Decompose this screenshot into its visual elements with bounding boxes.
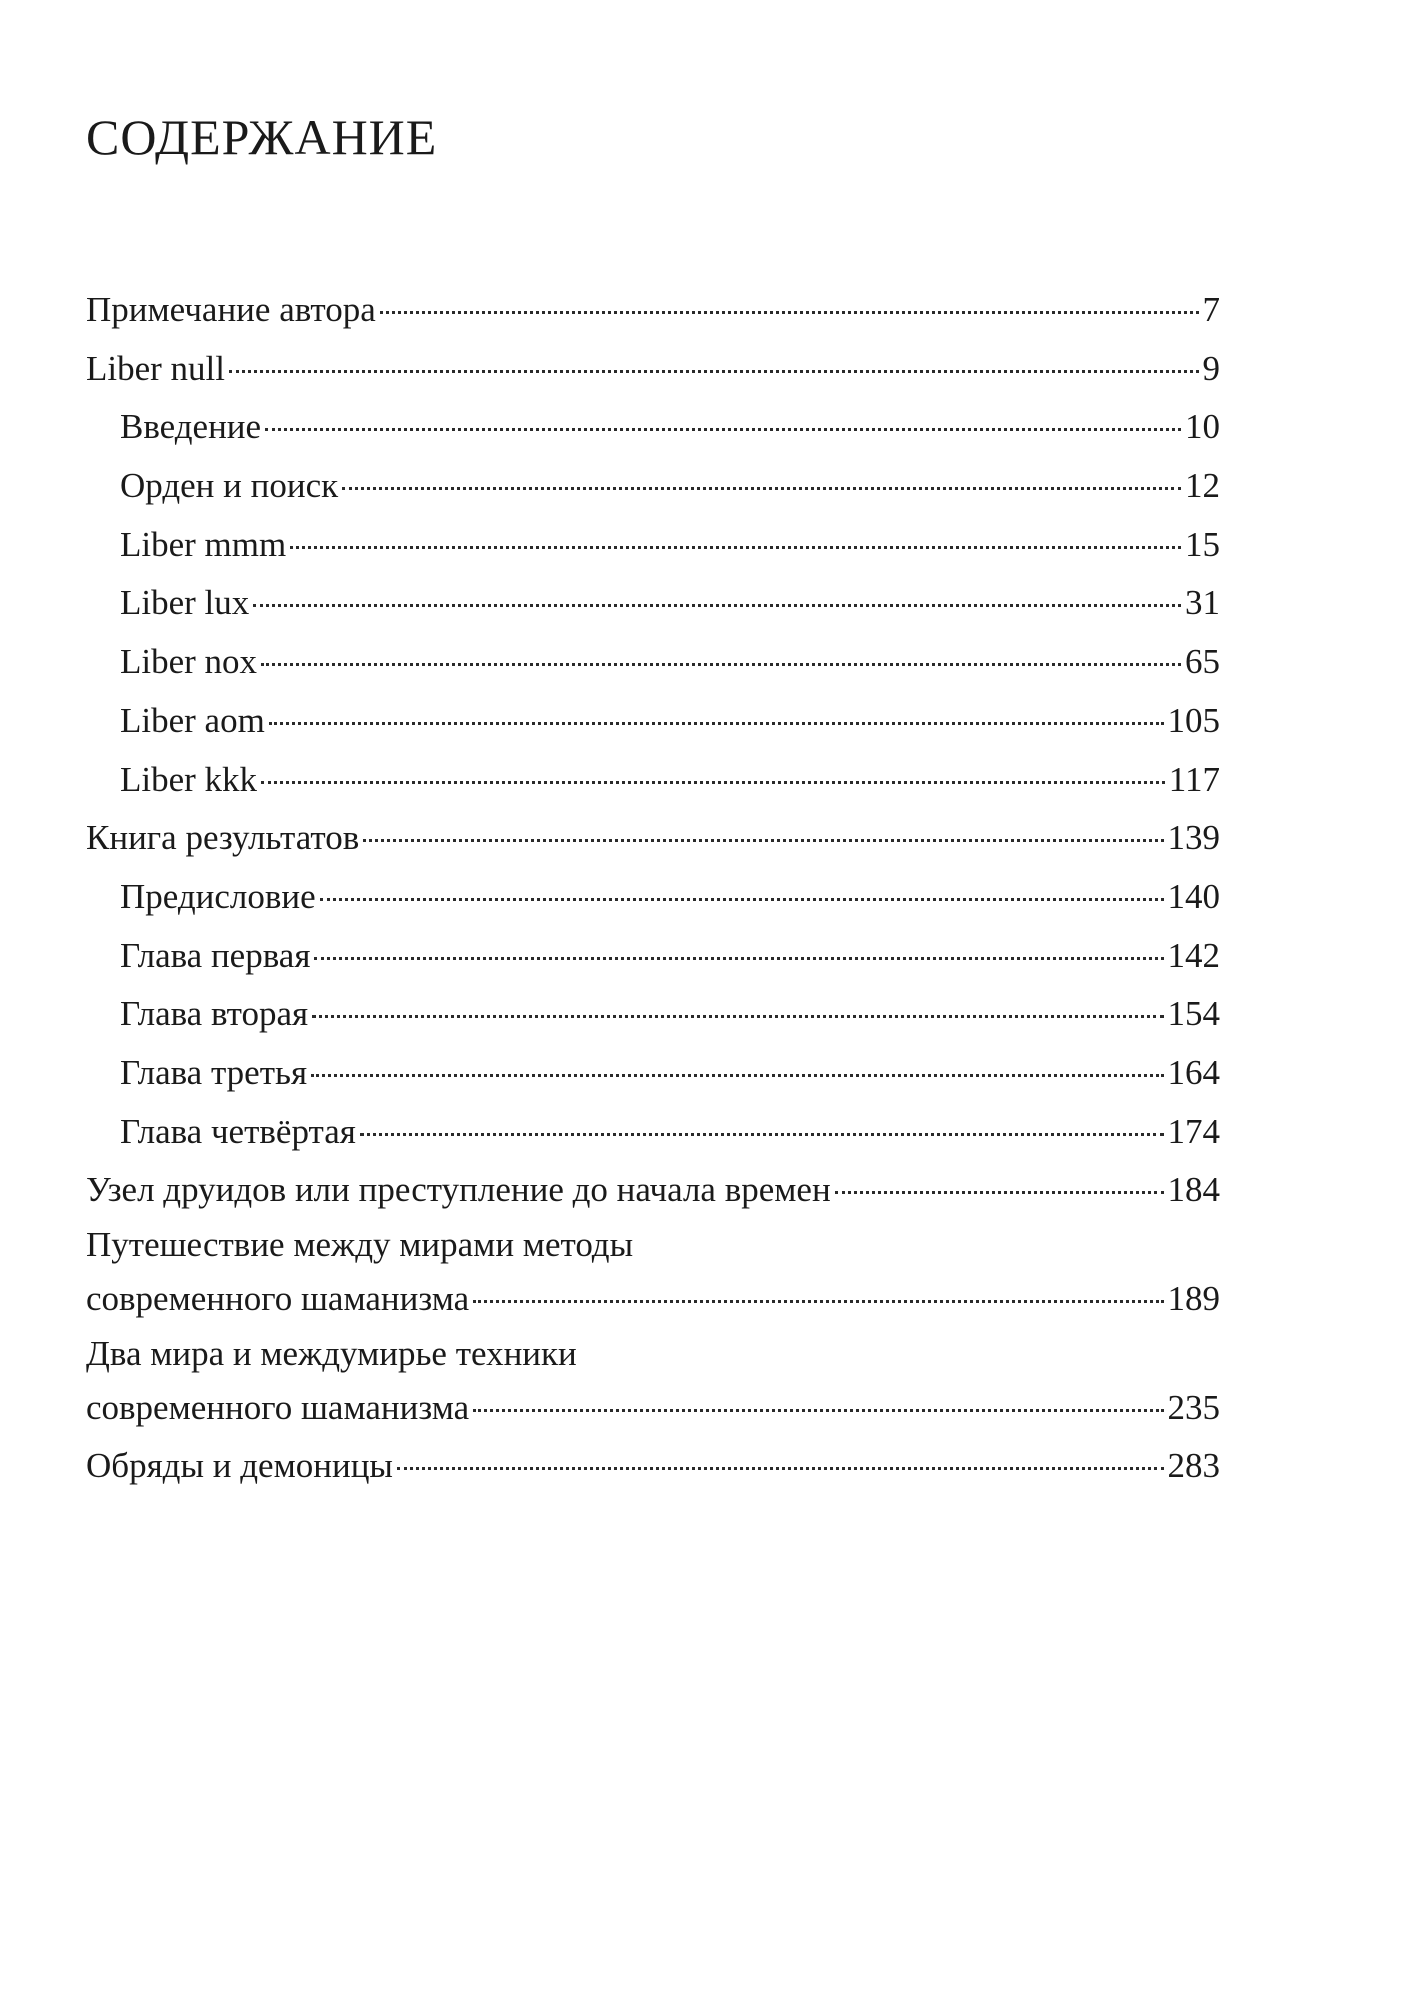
toc-subentry[interactable] <box>86 868 1220 927</box>
toc-page-number: 139 <box>1167 818 1220 858</box>
toc-entry[interactable] <box>86 1220 1220 1329</box>
toc-dot-leader <box>397 1467 1164 1470</box>
toc-dot-leader <box>473 1409 1163 1412</box>
page-title: СОДЕРЖАНИЕ <box>86 109 438 165</box>
toc-entry-label: Книга результатов <box>86 818 360 858</box>
toc-entry-label-line1: Два мира и междумирье техники <box>86 1333 577 1373</box>
toc-page-number: 174 <box>1167 1111 1220 1151</box>
toc-page-number: 9 <box>1202 348 1220 388</box>
toc-dot-leader <box>229 370 1199 373</box>
toc-subentry[interactable] <box>86 516 1220 575</box>
toc-entry-label: Примечание автора <box>86 290 376 329</box>
toc-page-number: 65 <box>1185 642 1220 682</box>
toc-entry-label-line2: современного шаманизма <box>86 1387 470 1427</box>
toc-dot-leader <box>312 1015 1163 1018</box>
toc-entry[interactable] <box>86 340 1220 399</box>
toc-entry-second-line <box>86 1270 1220 1329</box>
toc-entry-label: Liber lux <box>120 583 250 623</box>
toc-subentry[interactable] <box>86 985 1220 1044</box>
toc-entry[interactable] <box>86 1161 1220 1220</box>
toc-entry-label: Предисловие <box>120 876 316 916</box>
toc-entry[interactable] <box>86 809 1220 868</box>
toc-page-number: 140 <box>1167 876 1220 916</box>
toc-entry-label: Обряды и демоницы <box>86 1446 393 1486</box>
toc-subentry[interactable] <box>86 751 1220 810</box>
toc-entry[interactable] <box>86 281 1220 340</box>
toc-dot-leader <box>320 898 1164 901</box>
toc-page-number: 7 <box>1202 290 1220 329</box>
toc-entry[interactable] <box>86 1329 1220 1438</box>
toc-entry-label: Глава четвёртая <box>120 1111 356 1151</box>
toc-dot-leader <box>265 428 1181 431</box>
toc-entry-label: Liber mmm <box>120 524 287 564</box>
toc-dot-leader <box>363 839 1163 842</box>
toc-dot-leader <box>269 722 1164 725</box>
toc-page-number: 164 <box>1167 1052 1220 1092</box>
toc-page-number: 283 <box>1167 1446 1220 1486</box>
toc-entry-label: Liber null <box>86 348 225 388</box>
toc-entry-label: Глава третья <box>120 1052 308 1092</box>
toc-subentry[interactable] <box>86 457 1220 516</box>
toc-page-number: 142 <box>1167 935 1220 975</box>
toc-page-number: 15 <box>1185 524 1220 564</box>
toc-subentry[interactable] <box>86 1103 1220 1162</box>
toc-entry-label: Глава вторая <box>120 994 309 1034</box>
toc-subentry[interactable] <box>86 927 1220 986</box>
toc-subentry[interactable] <box>86 1044 1220 1103</box>
toc-entry-label-line1: Путешествие между мирами методы <box>86 1225 634 1264</box>
toc-page-number: 105 <box>1167 700 1220 740</box>
toc-subentry[interactable] <box>86 692 1220 751</box>
toc-page-number: 10 <box>1185 407 1220 447</box>
toc-entry-label: Узел друидов или преступление до начала времен <box>86 1170 831 1210</box>
toc-dot-leader <box>380 311 1199 314</box>
toc-entry-label: Liber kkk <box>120 759 258 799</box>
toc-dot-leader <box>314 957 1163 960</box>
toc-subentry[interactable] <box>86 574 1220 633</box>
toc-dot-leader <box>261 781 1165 784</box>
toc-dot-leader <box>360 1133 1164 1136</box>
toc-entry-label-line2: современного шаманизма <box>86 1279 470 1318</box>
toc-entry-label: Орден и поиск <box>120 466 339 506</box>
toc-page-number: 184 <box>1167 1170 1220 1210</box>
toc-dot-leader <box>342 487 1181 490</box>
toc-entry-label: Liber aom <box>120 700 265 740</box>
toc-page-number: 235 <box>1167 1387 1220 1427</box>
toc-dot-leader <box>835 1191 1164 1194</box>
toc-dot-leader <box>473 1300 1163 1303</box>
toc-dot-leader <box>311 1074 1163 1077</box>
toc-entry[interactable] <box>86 1437 1220 1496</box>
toc-subentry[interactable] <box>86 633 1220 692</box>
toc-page-number: 31 <box>1185 583 1220 623</box>
toc-page-number: 117 <box>1168 759 1220 799</box>
toc-page-number: 12 <box>1185 466 1220 506</box>
toc-page-number: 189 <box>1167 1279 1220 1318</box>
toc-entry-second-line <box>86 1379 1220 1438</box>
toc-entry-label: Введение <box>120 407 262 447</box>
table-of-contents <box>86 281 1220 1496</box>
toc-entry-label: Liber nox <box>120 642 258 682</box>
toc-dot-leader <box>290 546 1181 549</box>
toc-dot-leader <box>253 604 1181 607</box>
toc-subentry[interactable] <box>86 398 1220 457</box>
toc-dot-leader <box>261 663 1181 666</box>
toc-page-number: 154 <box>1167 994 1220 1034</box>
toc-entry-label: Глава первая <box>120 935 311 975</box>
